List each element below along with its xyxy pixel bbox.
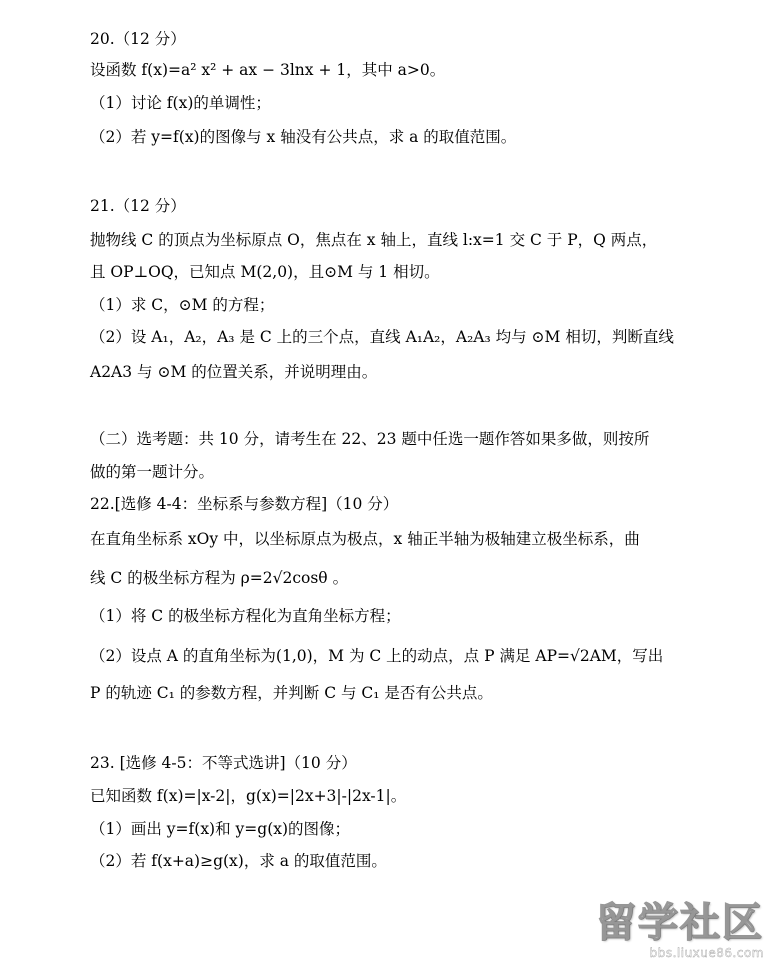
q22-stem-line1: 在直角坐标系 xOy 中，以坐标原点为极点，x 轴正半轴为极轴建立极坐标系，曲 xyxy=(90,530,640,548)
q23-part1: （1）画出 y=f(x)和 y=g(x)的图像； xyxy=(90,820,351,838)
q22-part1: （1）将 C 的极坐标方程化为直角坐标方程； xyxy=(90,607,401,625)
q21-stem-line1: 抛物线 C 的顶点为坐标原点 O，焦点在 x 轴上，直线 l:x=1 交 C 于 P，Q 两点， xyxy=(90,231,658,249)
q21-part2-line1: （2）设 A₁，A₂，A₃ 是 C 上的三个点，直线 A₁A₂，A₂A₃ 均与 ⊙M 相切，判断直线 xyxy=(90,328,674,346)
q22-header: 22.[选修 4-4：坐标系与参数方程]（10 分） xyxy=(90,495,399,513)
q20-header: 20.（12 分） xyxy=(90,30,186,48)
q21-part2-line2: A2A3 与 ⊙M 的位置关系，并说明理由。 xyxy=(90,363,378,381)
watermark-brand: 留学社区 xyxy=(596,900,764,946)
watermark-logo xyxy=(594,900,764,966)
q20-stem: 设函数 f(x)=a² x² + ax − 3lnx + 1，其中 a>0。 xyxy=(90,61,446,79)
q20-part1: （1）讨论 f(x)的单调性； xyxy=(90,94,271,112)
elective-line2: 做的第一题计分。 xyxy=(90,463,215,481)
elective-line1: （二）选考题：共 10 分，请考生在 22、23 题中任选一题作答如果多做，则按所 xyxy=(90,430,650,448)
q20-part2: （2）若 y=f(x)的图像与 x 轴没有公共点，求 a 的取值范围。 xyxy=(90,128,517,146)
q23-header: 23. [选修 4-5：不等式选讲]（10 分） xyxy=(90,754,357,772)
q21-stem-line2: 且 OP⊥OQ，已知点 M(2,0)，且⊙M 与 1 相切。 xyxy=(90,263,440,281)
q23-stem: 已知函数 f(x)=|x-2|，g(x)=|2x+3|-|2x-1|。 xyxy=(90,787,407,805)
q21-part1: （1）求 C，⊙M 的方程； xyxy=(90,296,275,314)
q22-stem-line2: 线 C 的极坐标方程为 ρ=2√2cosθ 。 xyxy=(90,569,349,587)
watermark-url: bbs.liuxue86.com xyxy=(649,946,764,960)
q22-part2-line2: P 的轨迹 C₁ 的参数方程，并判断 C 与 C₁ 是否有公共点。 xyxy=(90,684,493,702)
q21-header: 21.（12 分） xyxy=(90,197,186,215)
q22-part2-line1: （2）设点 A 的直角坐标为(1,0)，M 为 C 上的动点，点 P 满足 AP=√2AM，写出 xyxy=(90,647,664,665)
q23-part2: （2）若 f(x+a)≥g(x)，求 a 的取值范围。 xyxy=(90,852,387,870)
